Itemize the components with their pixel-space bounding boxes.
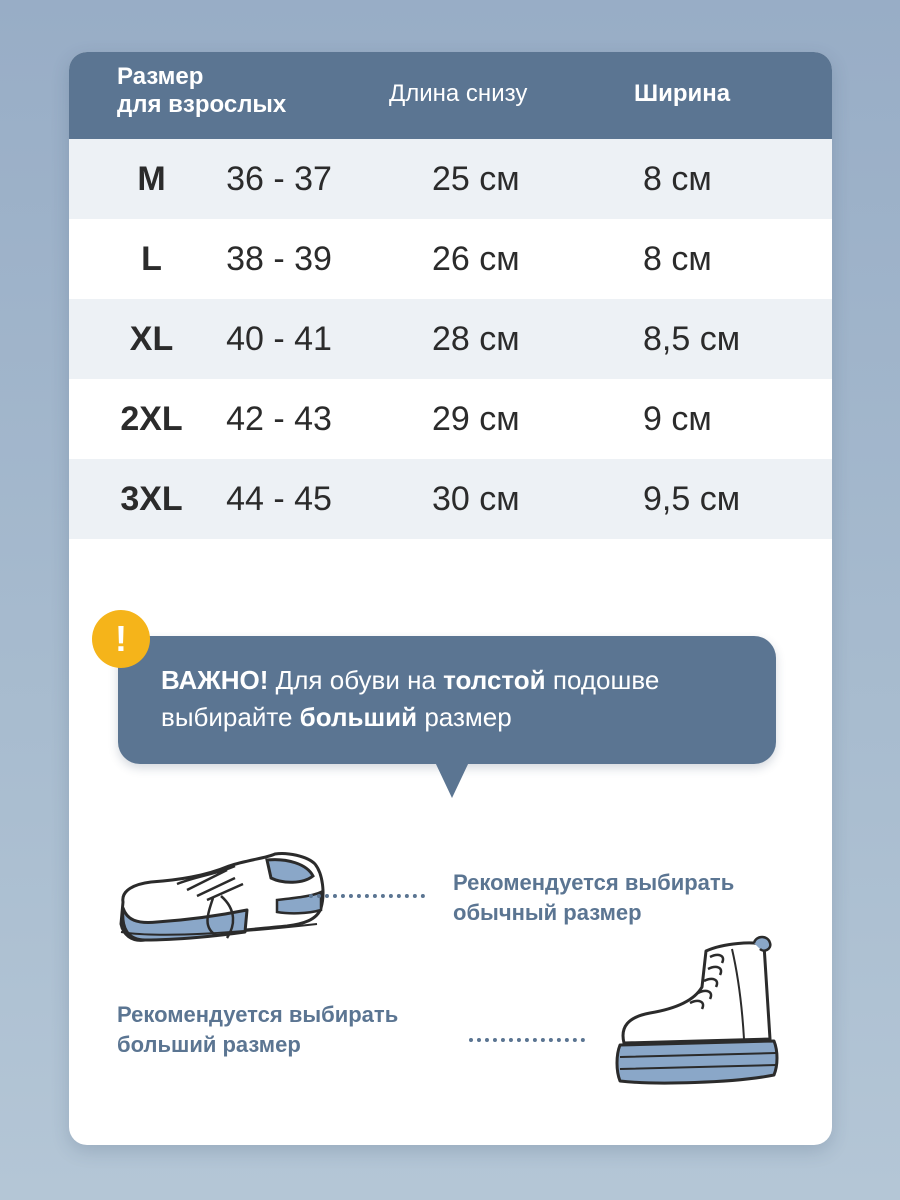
size-range: 38 - 39: [226, 240, 332, 278]
notice-bold1: толстой: [443, 665, 546, 695]
size-label: 3XL: [120, 480, 183, 518]
exclamation-icon: !: [92, 610, 150, 668]
length-value: 29 см: [432, 400, 520, 438]
size-label: 2XL: [120, 400, 183, 438]
size-label: L: [141, 240, 162, 278]
boot-icon: [614, 935, 806, 1091]
length-value: 26 см: [432, 240, 520, 278]
width-value: 8 см: [643, 160, 712, 198]
table-header: [69, 52, 832, 139]
sneaker-icon: [117, 850, 329, 946]
length-value: 25 см: [432, 160, 520, 198]
notice-important: ВАЖНО!: [161, 665, 269, 695]
bubble-tail: [435, 762, 469, 798]
size-label: M: [137, 160, 166, 198]
header-length: Длина снизу: [389, 80, 528, 107]
table-row: [69, 219, 832, 299]
recommendation-boot: [117, 1000, 398, 1060]
dotted-connector: [309, 894, 425, 902]
table-row: [69, 459, 832, 539]
size-range: 40 - 41: [226, 320, 332, 358]
width-value: 8 см: [643, 240, 712, 278]
size-range: 44 - 45: [226, 480, 332, 518]
size-range: 36 - 37: [226, 160, 332, 198]
size-chart-card: [69, 52, 832, 1145]
notice-bold2: больший: [299, 702, 418, 732]
header-width: Ширина: [634, 80, 731, 107]
reco-boot-line2: больший размер: [117, 1032, 301, 1057]
width-value: 8,5 см: [643, 320, 741, 358]
reco-sneaker-line2: обычный размер: [453, 900, 642, 925]
width-value: 9 см: [643, 400, 712, 438]
table-row: [69, 299, 832, 379]
notice-part3: размер: [424, 702, 512, 732]
notice-part2: подошве выбирайте: [161, 665, 660, 732]
header-size-line2: для взрослых: [117, 91, 287, 118]
dotted-connector: [469, 1038, 585, 1046]
table-row: [69, 139, 832, 219]
important-notice: [118, 636, 776, 764]
table-row: [69, 379, 832, 459]
length-value: 30 см: [432, 480, 520, 518]
reco-sneaker-line1: Рекомендуется выбирать: [453, 870, 735, 895]
size-label: XL: [129, 320, 174, 358]
width-value: 9,5 см: [643, 480, 741, 518]
recommendation-sneaker: [453, 868, 734, 928]
notice-text: [161, 662, 761, 736]
header-size-line1: Размер: [117, 63, 204, 90]
header-size: [117, 63, 286, 119]
length-value: 28 см: [432, 320, 520, 358]
notice-part1: Для обуви на: [275, 665, 436, 695]
size-range: 42 - 43: [226, 400, 332, 438]
reco-boot-line1: Рекомендуется выбирать: [117, 1002, 399, 1027]
